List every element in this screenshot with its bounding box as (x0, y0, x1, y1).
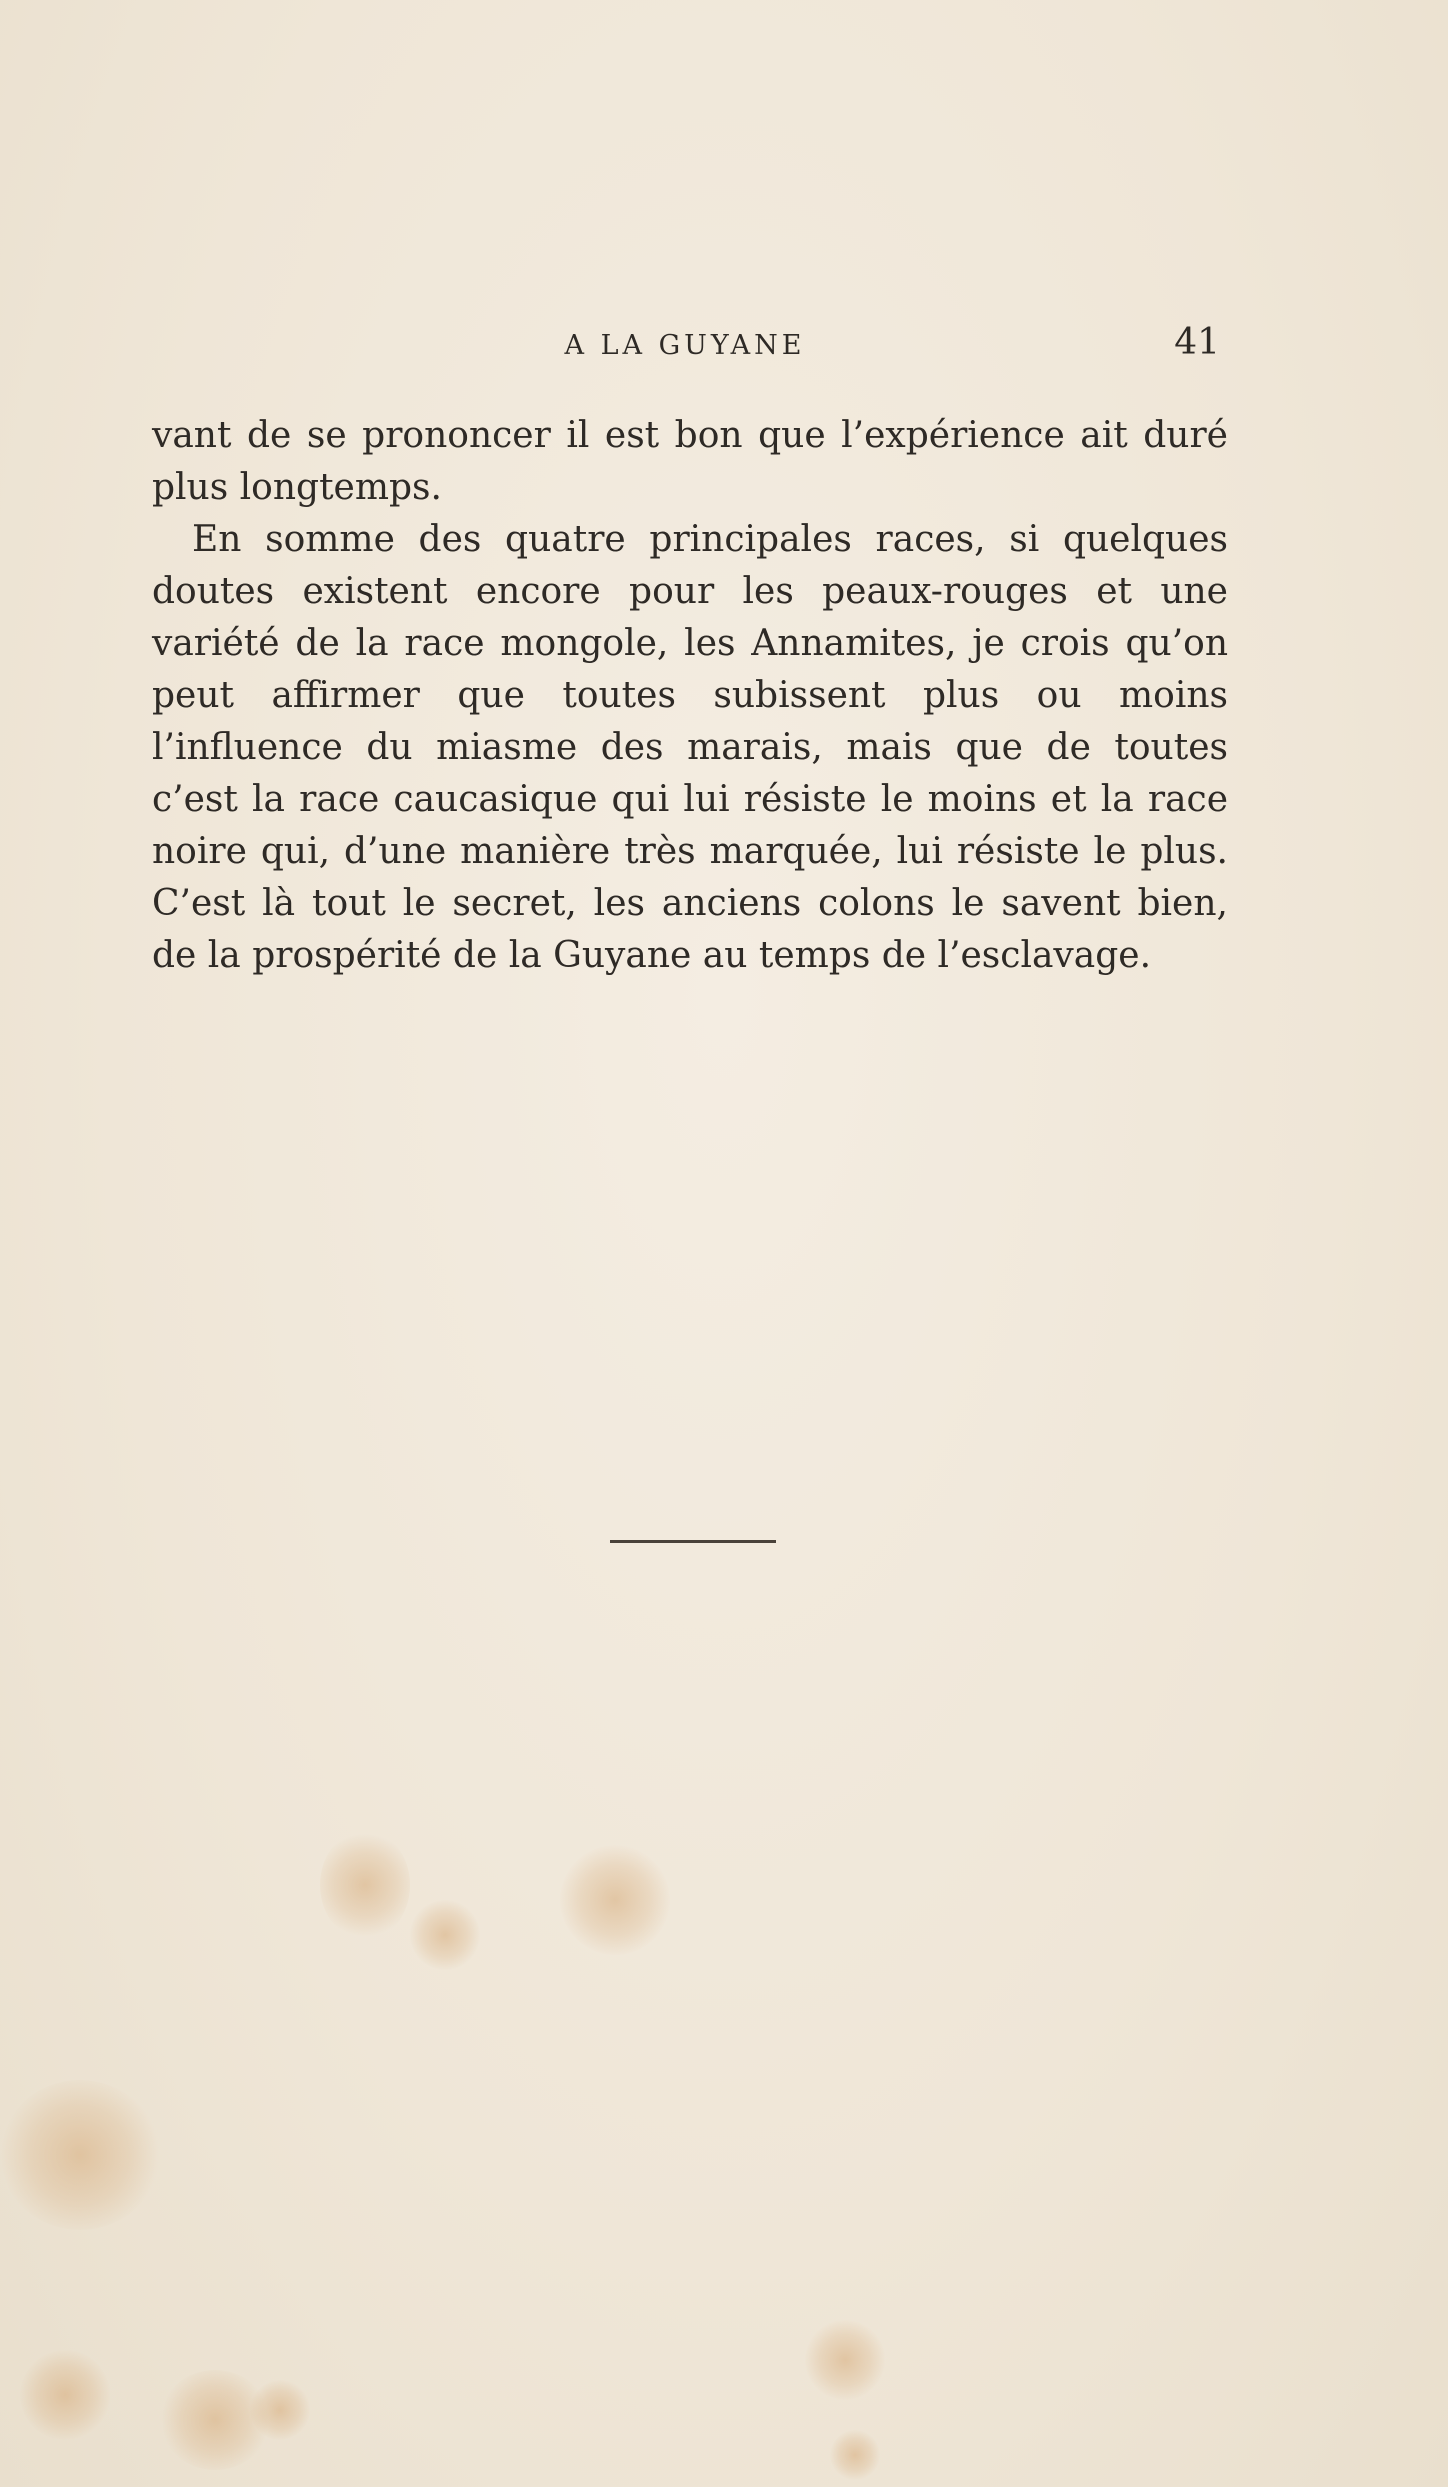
running-head (150, 322, 1220, 372)
paragraph-continuation: vant de se prononcer il est bon que l’expérience ait duré plus longtemps. (152, 415, 1228, 508)
foxing-stain (410, 1900, 480, 1970)
body-text (152, 410, 1228, 982)
page-number: 41 (1174, 322, 1220, 363)
paragraph: En somme des quatre principales races, si quelques doutes existent encore pour les peaux-rouges et une variété de la race mongole, les Annamites, je crois qu’on peut affirmer que toutes subissent plus ou moins l’influence du miasme des marais, mais que de toutes c’est la race caucasique qui lui résiste le moins et la race noire qui, d’une manière très marquée, lui résiste le plus. C’est là tout le secret, les anciens colons le savent bien, de la prospérité de la Guyane au temps de l’esclavage. (152, 519, 1228, 976)
foxing-stain (320, 1830, 410, 1940)
foxing-stain (20, 2350, 110, 2440)
running-title: A LA GUYANE (564, 330, 806, 361)
foxing-stain (250, 2380, 310, 2440)
foxing-stain (805, 2320, 885, 2400)
foxing-stain (830, 2430, 880, 2480)
foxing-stain (560, 1845, 670, 1955)
section-end-rule (610, 1540, 776, 1543)
foxing-stain (0, 2080, 160, 2230)
